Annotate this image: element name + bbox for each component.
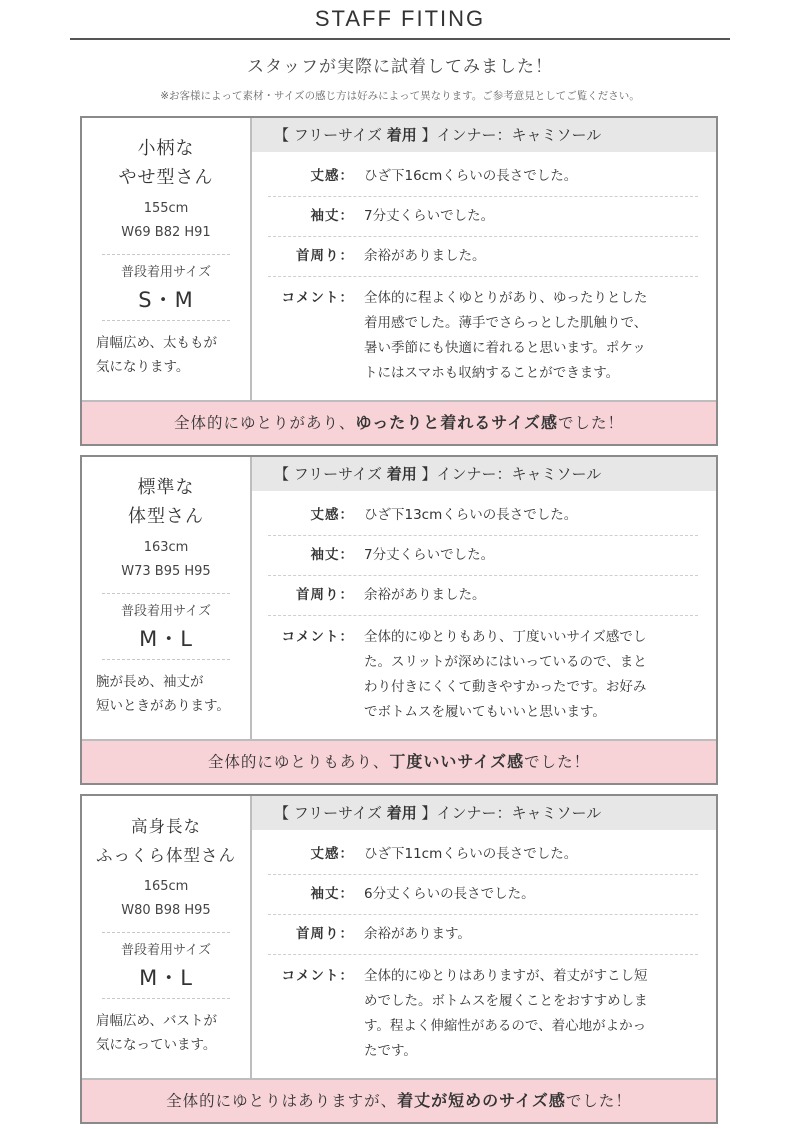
sleeve-label: 袖丈：	[310, 208, 354, 224]
title-divider	[70, 38, 730, 40]
page-subtitle: スタッフが実際に試着してみました！	[247, 57, 553, 77]
body-note: 肩幅広め、太ももが 気になります。	[96, 335, 217, 375]
usual-size-value: S・M	[138, 288, 194, 312]
sleeve-label: 袖丈：	[310, 547, 354, 563]
body-type-heading: 小柄な やせ型さん	[118, 138, 214, 188]
neck-value: 余裕がありました。	[364, 587, 486, 603]
height-value: 163cm	[143, 540, 189, 555]
usual-size-value: M・L	[139, 627, 193, 651]
neck-label: 首周り：	[296, 587, 354, 603]
sleeve-value: 7分丈くらいでした。	[364, 547, 495, 563]
divider	[102, 932, 230, 933]
divider	[102, 998, 230, 999]
body-type-heading: 高身長な ふっくら体型さん	[96, 817, 236, 865]
body-measurements	[82, 197, 250, 245]
comment-value: 全体的に程よくゆとりがあり、ゆったりとした 着用感でした。薄手でさらっとした肌触りで、 暑い季節にも快適に着れると思います。ポケッ トにはスマホも収納することができます。	[364, 290, 648, 381]
divider	[102, 593, 230, 594]
length-value: ひざ下16cmくらいの長さでした。	[364, 168, 578, 184]
staff-profile	[82, 457, 252, 739]
neck-label: 首周り：	[296, 248, 354, 264]
staff-card-3	[80, 794, 718, 1124]
neck-label: 首周り：	[296, 926, 354, 942]
summary-banner: 全体的にゆとりもあり、丁度いいサイズ感でした！	[82, 739, 716, 783]
length-label: 丈感：	[310, 507, 354, 523]
neck-value: 余裕がありました。	[364, 248, 486, 264]
divider	[102, 320, 230, 321]
waist-bust-hip: W69 B82 H91	[121, 225, 211, 240]
length-value: ひざ下13cmくらいの長さでした。	[364, 507, 578, 523]
divider	[102, 659, 230, 660]
comment-label: コメント：	[281, 968, 354, 984]
usual-size-label: 普段着用サイズ	[121, 943, 211, 958]
length-label: 丈感：	[310, 168, 354, 184]
staff-profile	[82, 118, 252, 400]
divider	[102, 254, 230, 255]
page-title: STAFF FITING	[314, 6, 486, 31]
height-value: 165cm	[143, 879, 189, 894]
usual-size-value: M・L	[139, 966, 193, 990]
sleeve-value: 7分丈くらいでした。	[364, 208, 495, 224]
fitting-header: 【 フリーサイズ 着用 】インナー：キャミソール	[252, 457, 716, 491]
usual-size-label: 普段着用サイズ	[121, 604, 211, 619]
waist-bust-hip: W73 B95 H95	[121, 564, 211, 579]
usual-size-label: 普段着用サイズ	[121, 265, 211, 280]
staff-profile	[82, 796, 252, 1078]
body-note: 肩幅広め、バストが 気になっています。	[96, 1013, 217, 1053]
disclaimer-note: ※お客様によって素材・サイズの感じ方は好みによって異なります。ご参考意見としてご覧ください。	[160, 90, 640, 102]
fitting-header: 【 フリーサイズ 着用 】インナー：キャミソール	[252, 118, 716, 152]
length-label: 丈感：	[310, 846, 354, 862]
height-value: 155cm	[143, 201, 189, 216]
neck-value: 余裕があります。	[364, 926, 471, 942]
staff-card-2	[80, 455, 718, 785]
fitting-details	[252, 457, 716, 739]
length-value: ひざ下11cmくらいの長さでした。	[364, 846, 578, 862]
fitting-header: 【 フリーサイズ 着用 】インナー：キャミソール	[252, 796, 716, 830]
comment-value: 全体的にゆとりはありますが、着丈がすこし短 めでした。ボトムスを履くことをおすすめしま す。程よく伸縮性があるので、着心地がよかっ たです。	[364, 968, 648, 1059]
waist-bust-hip: W80 B98 H95	[121, 903, 211, 918]
staff-card-1	[80, 116, 718, 446]
summary-banner: 全体的にゆとりはありますが、着丈が短めのサイズ感でした！	[82, 1078, 716, 1122]
fitting-details	[252, 796, 716, 1078]
sleeve-value: 6分丈くらいの長さでした。	[364, 886, 535, 902]
body-measurements	[82, 875, 250, 923]
comment-label: コメント：	[281, 629, 354, 645]
comment-label: コメント：	[281, 290, 354, 306]
body-type-heading: 標準な 体型さん	[128, 477, 204, 527]
body-measurements	[82, 536, 250, 584]
summary-banner: 全体的にゆとりがあり、ゆったりと着れるサイズ感でした！	[82, 400, 716, 444]
comment-value: 全体的にゆとりもあり、丁度いいサイズ感でし た。スリットが深めにはいっているので、まと わり付きにくくて動きやすかったです。お好み でボトムスを履いてもいいと思います。	[364, 629, 647, 720]
sleeve-label: 袖丈：	[310, 886, 354, 902]
body-note: 腕が長め、袖丈が 短いときがあります。	[96, 674, 230, 714]
fitting-details	[252, 118, 716, 400]
